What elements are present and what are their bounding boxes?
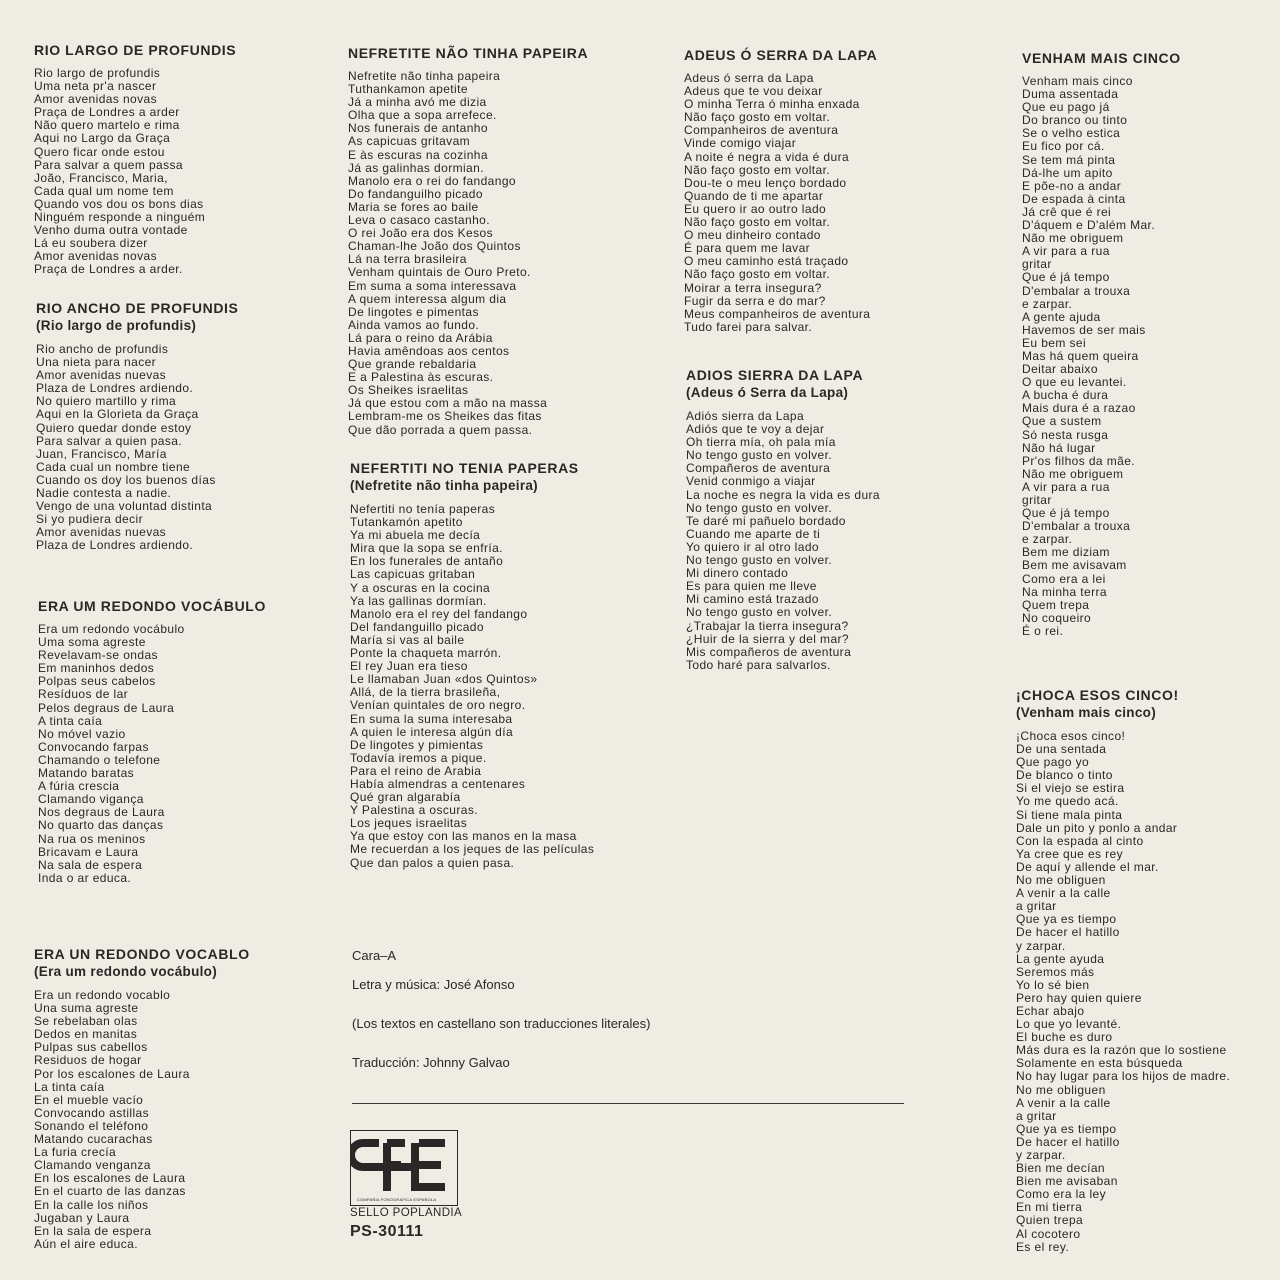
lyric-line: Nos funerais de antanho	[348, 121, 488, 136]
lyric-line: E põe-no a andar	[1022, 178, 1122, 193]
lyric-line: La noche es negra la vida es dura	[686, 487, 880, 502]
lyric-line: Rio ancho de profundis	[36, 342, 169, 356]
lyric-line: Aqui no Largo da Graça	[34, 131, 171, 146]
lyric-line: Nefretite não tinha papeira	[348, 69, 501, 83]
lyric-line: Que dan palos a quien pasa.	[350, 855, 515, 870]
lyric-line: Venham mais cinco	[1022, 74, 1133, 88]
song-lyrics	[34, 989, 250, 1251]
lyric-line: Que a sustem	[1022, 414, 1102, 429]
lyric-line: É para quem me lavar	[684, 241, 811, 256]
lyric-line: O minha Terra ó minha enxada	[684, 97, 860, 112]
lyric-line: Havemos de ser mais	[1022, 322, 1146, 337]
lyric-line: Y a oscuras en la cocina	[350, 580, 491, 595]
lyric-line: Ya que estoy con las manos en la masa	[350, 829, 577, 844]
lyric-line: Lá eu soubera dizer	[34, 236, 148, 251]
lyric-line: Plaza de Londres ardiendo.	[36, 538, 194, 553]
lyric-line: Se rebelaban olas	[34, 1014, 138, 1029]
lyric-line: D'embalar a trouxa	[1022, 519, 1131, 534]
lyric-line: Já as galinhas dormian.	[348, 160, 484, 175]
lyric-line: Em maninhos dedos	[38, 661, 155, 676]
song-title: RIO LARGO DE PROFUNDIS	[34, 42, 237, 58]
lyric-line: Compañeros de aventura	[686, 461, 831, 476]
lyric-line: Tudo farei para salvar.	[684, 319, 813, 334]
lyric-line: Amor avenidas nuevas	[36, 525, 167, 540]
song-title: ¡CHOCA ESOS CINCO!	[1016, 687, 1179, 703]
lyric-line: No coqueiro	[1022, 610, 1092, 625]
lyric-line: A vir para a rua	[1022, 244, 1110, 259]
lyric-line: De lingotes y pimientas	[350, 737, 484, 752]
lyric-line: O que eu levantei.	[1022, 375, 1127, 390]
lyric-line: Na sala de espera	[38, 857, 143, 872]
lyric-line: Le llamaban Juan «dos Quintos»	[350, 672, 538, 687]
lyric-line: Nadie contesta a nadie.	[36, 486, 172, 501]
cfe-logo-icon	[350, 1130, 458, 1206]
lyric-line: Quando de ti me apartar	[684, 188, 824, 203]
lyric-line: Era um redondo vocábulo	[38, 622, 185, 636]
lyric-line: No tengo gusto en volver.	[686, 553, 833, 568]
lyric-line: Matando baratas	[38, 766, 135, 781]
lyric-line: Como era la ley	[1016, 1187, 1107, 1202]
song-rio-ancho	[36, 300, 238, 553]
lyric-line: Mais dura é a razao	[1022, 401, 1136, 416]
lyric-line: Una nieta para nacer	[36, 355, 157, 370]
lyric-line: De blanco o tinto	[1016, 768, 1113, 783]
lyric-line: Quando vos dou os bons dias	[34, 196, 204, 211]
lyric-line: João, Francisco, Maria,	[34, 170, 168, 185]
lyric-line: Que pago yo	[1016, 755, 1090, 770]
lyric-line: En el mueble vacío	[34, 1092, 144, 1107]
song-nefertiti	[350, 460, 594, 870]
lyric-line: Que é já tempo	[1022, 270, 1110, 285]
lyric-line: Ninguém responde a ninguém	[34, 210, 206, 225]
lyric-line: Resíduos de lar	[38, 687, 129, 702]
lyric-line: Pulpas sus cabellos	[34, 1040, 148, 1055]
lyric-line: Dale un pito y ponlo a andar	[1016, 820, 1178, 835]
song-title: VENHAM MAIS CINCO	[1022, 50, 1181, 66]
lyric-line: Se tem má pinta	[1022, 152, 1116, 167]
lyric-line: Companheiros de aventura	[684, 123, 839, 138]
lyric-line: Los jeques israelitas	[350, 816, 468, 831]
lyric-line: Una suma agreste	[34, 1001, 139, 1016]
lyric-line: E a Palestina às escuras.	[348, 370, 494, 385]
lyric-line: O meu dinheiro contado	[684, 228, 821, 243]
song-lyrics	[686, 410, 880, 672]
lyric-line: a gritar	[1016, 899, 1057, 914]
lyric-line: Rio largo de profundis	[34, 66, 161, 80]
lyric-line: Já a minha avó me dizia	[348, 95, 487, 110]
lyric-line: Uma neta pr'a nascer	[34, 79, 157, 94]
lyric-line: Quem trepa	[1022, 597, 1090, 612]
lyric-line: e zarpar.	[1022, 296, 1073, 311]
lyric-line: Bien me decían	[1016, 1161, 1105, 1176]
song-venham-mais-cinco	[1022, 50, 1181, 638]
lyric-line: Todo haré para salvarlos.	[686, 657, 831, 672]
song-lyrics	[1022, 75, 1181, 638]
lyric-line: Lembram-me os Sheikes das fitas	[348, 409, 542, 424]
lyric-line: Que ya es tiempo	[1016, 912, 1117, 927]
lyric-line: No quiero martillo y rima	[36, 394, 177, 409]
lyric-line: Allá, de la tierra brasileña,	[350, 685, 501, 700]
lyric-line: Praça de Londres a arder	[34, 105, 180, 120]
lyric-line: Deitar abaixo	[1022, 362, 1098, 377]
lyric-line: Tutankamón apetito	[350, 515, 463, 530]
lyric-line: A quien le interesa algún día	[350, 724, 514, 739]
lyric-line: ¡Choca esos cinco!	[1016, 729, 1126, 743]
lyric-line: Cuando me aparte de ti	[686, 526, 821, 541]
lyric-line: María si vas al baile	[350, 632, 465, 647]
lyric-line: As capicuas gritavam	[348, 134, 471, 149]
lyric-line: De espada à cinta	[1022, 191, 1126, 206]
lyric-line: Adiós sierra da Lapa	[686, 409, 805, 423]
label-logo	[350, 1130, 463, 1241]
lyric-line: Manolo era el rey del fandango	[350, 606, 528, 621]
lyric-line: A venir a la calle	[1016, 1095, 1111, 1110]
credits-block	[352, 948, 650, 1070]
lyric-line: No tengo gusto en volver.	[686, 448, 833, 463]
lyric-line: Vinde comigo viajar	[684, 136, 797, 151]
lyric-line: Amor avenidas novas	[34, 92, 157, 107]
lyric-line: Me recuerdan a los jeques de las películas	[350, 842, 595, 857]
lyric-line: Ponte la chaqueta marrón.	[350, 646, 502, 661]
lyric-line: De hacer el hatillo	[1016, 1134, 1120, 1149]
lyric-line: La gente ayuda	[1016, 951, 1105, 966]
song-subtitle: (Adeus ó Serra da Lapa)	[686, 385, 849, 400]
translation-note: (Los textos en castellano son traducciones literales)	[352, 1016, 651, 1031]
lyric-line: Do fandanguilho picado	[348, 186, 483, 201]
lyric-line: Não faço gosto em voltar.	[684, 267, 831, 282]
song-adios-sierra	[686, 367, 880, 672]
lyric-line: Uma soma agreste	[38, 635, 146, 650]
lyric-line: Não há lugar	[1022, 440, 1096, 455]
lyric-line: Quiero quedar donde estoy	[36, 420, 192, 435]
lyric-line: Nefertiti no tenía paperas	[350, 502, 496, 516]
lyric-line: Só nesta rusga	[1022, 427, 1109, 442]
lyric-line: Ya las gallinas dormían.	[350, 593, 487, 608]
lyric-line: Já crê que é rei	[1022, 204, 1112, 219]
lyric-line: Del fandanguillo picado	[350, 619, 484, 634]
lyric-line: Na minha terra	[1022, 584, 1107, 599]
lyric-line: Chamando o telefone	[38, 752, 161, 767]
lyric-line: Al cocotero	[1016, 1226, 1081, 1241]
lyric-line: Adeus ó serra da Lapa	[684, 71, 814, 85]
lyric-line: ¿Trabajar la tierra insegura?	[686, 618, 849, 633]
lyric-line: Lo que yo levanté.	[1016, 1017, 1122, 1032]
song-title: ERA UN REDONDO VOCABLO	[34, 946, 250, 962]
lyric-line: Jugaban y Laura	[34, 1210, 130, 1225]
lyric-line: Não faço gosto em voltar.	[684, 162, 831, 177]
lyric-line: No me obliguen	[1016, 1082, 1106, 1097]
song-lyrics	[350, 503, 594, 870]
lyric-line: Venid conmigo a viajar	[686, 474, 816, 489]
lyric-line: Si tiene mala pinta	[1016, 807, 1123, 822]
lyric-line: Oh tierra mía, oh pala mía	[686, 435, 836, 450]
lyric-line: Leva o casaco castanho.	[348, 213, 490, 228]
lyric-line: De una sentada	[1016, 742, 1107, 757]
song-subtitle: (Venham mais cinco)	[1016, 705, 1156, 720]
song-subtitle: (Nefretite não tinha papeira)	[350, 478, 538, 493]
lyric-line: Que grande rebaldaria	[348, 357, 477, 372]
lyric-line: A quem interessa algum dia	[348, 291, 507, 306]
lyric-line: O rei João era dos Kesos	[348, 226, 494, 241]
lyric-line: Quero ficar onde estou	[34, 144, 165, 159]
song-title: NEFRETITE NÃO TINHA PAPEIRA	[348, 45, 589, 61]
lyric-line: Dedos en manitas	[34, 1027, 138, 1042]
lyric-line: Cuando os doy los buenos días	[36, 472, 216, 487]
lyric-line: Yo quiero ir al otro lado	[686, 539, 819, 554]
lyric-line: Chaman-lhe João dos Quintos	[348, 239, 521, 254]
song-era-un-redondo	[34, 946, 250, 1251]
lyric-line: Mis compañeros de aventura	[686, 644, 852, 659]
lyric-line: Polpas seus cabelos	[38, 674, 156, 689]
lyric-line: E às escuras na cozinha	[348, 147, 488, 162]
lyric-line: D'embalar a trouxa	[1022, 283, 1131, 298]
song-subtitle: (Rio largo de profundis)	[36, 318, 197, 333]
lyric-line: É o rei.	[1022, 623, 1064, 638]
song-title: NEFERTITI NO TENIA PAPERAS	[350, 460, 579, 476]
lyric-line: Ya cree que es rey	[1016, 846, 1124, 861]
song-rio-largo	[34, 42, 236, 277]
song-title: RIO ANCHO DE PROFUNDIS	[36, 300, 239, 316]
lyric-line: Seremos más	[1016, 964, 1095, 979]
lyric-line: Clamando vigança	[38, 792, 144, 807]
lyric-line: Adiós que te voy a dejar	[686, 422, 825, 437]
lyric-line: Duma assentada	[1022, 87, 1119, 102]
lyric-line: Se o velho estica	[1022, 126, 1121, 141]
song-lyrics	[684, 72, 877, 334]
lyric-line: Revelavam-se ondas	[38, 648, 158, 663]
lyric-line: Venían quintales de oro negro.	[350, 698, 526, 713]
song-lyrics	[36, 343, 238, 553]
song-title: ADIOS SIERRA DA LAPA	[686, 367, 864, 383]
logo-subtext: COMPAÑIA FONOGRAFICA ESPAÑOLA	[357, 1197, 437, 1202]
lyric-line: Eu fico por cá.	[1022, 139, 1105, 154]
lyric-line: Es el rey.	[1016, 1239, 1070, 1254]
lyric-line: En mi tierra	[1016, 1200, 1083, 1215]
lyric-line: Que eu pago já	[1022, 100, 1110, 115]
lyric-line: Lá na terra brasileira	[348, 252, 467, 267]
lyric-line: Já que estou com a mão na massa	[348, 396, 548, 411]
lyric-line: Aún el aire educa.	[34, 1236, 138, 1251]
lyric-line: Maria se fores ao baile	[348, 199, 479, 214]
lyric-line: Aqui en la Glorieta da Graça	[36, 407, 199, 422]
lyric-line: Os Sheikes israelitas	[348, 383, 469, 398]
lyric-line: Em suma a soma interessava	[348, 278, 517, 293]
lyric-line: De hacer el hatillo	[1016, 925, 1120, 940]
lyric-line: No hay lugar para los hijos de madre.	[1016, 1069, 1231, 1084]
lyric-line: En suma la suma interesaba	[350, 711, 513, 726]
lyric-line: La furia crecía	[34, 1145, 117, 1160]
lyric-line: Con la espada al cinto	[1016, 833, 1144, 848]
lyric-line: A bucha é dura	[1022, 388, 1109, 403]
song-subtitle: (Era um redondo vocábulo)	[34, 964, 218, 979]
lyric-line: Havia amêndoas aos centos	[348, 343, 510, 358]
lyric-line: Es para quien me lleve	[686, 579, 817, 594]
song-lyrics	[38, 623, 266, 885]
lyric-line: Mi dinero contado	[686, 566, 789, 581]
lyric-line: Las capicuas gritaban	[350, 567, 476, 582]
lyric-line: Clamando venganza	[34, 1158, 151, 1173]
lyric-line: Inda o ar educa.	[38, 870, 132, 885]
lyric-line: Venham quintais de Ouro Preto.	[348, 265, 531, 280]
song-title: ERA UM REDONDO VOCÁBULO	[38, 598, 266, 614]
lyric-line: Bien me avisaban	[1016, 1174, 1118, 1189]
lyric-line: En el cuarto de las danzas	[34, 1184, 186, 1199]
catalog-number: PS-30111	[350, 1223, 424, 1240]
lyric-line: Pr'os filhos da mãe.	[1022, 453, 1136, 468]
lyric-line: A venir a la calle	[1016, 886, 1111, 901]
lyric-line: No móvel vazio	[38, 726, 126, 741]
lyric-line: Si el viejo se estira	[1016, 781, 1125, 796]
lyric-line: Más dura es la razón que lo sostiene	[1016, 1043, 1227, 1058]
lyric-line: En la calle los niños	[34, 1197, 149, 1212]
lyric-line: No tengo gusto en volver.	[686, 500, 833, 515]
lyric-line: A gente ajuda	[1022, 309, 1101, 324]
lyric-line: y zarpar.	[1016, 1148, 1066, 1162]
lyric-line: Yo lo sé bien	[1016, 977, 1090, 992]
lyric-line: gritar	[1022, 493, 1052, 507]
lyric-line: A vir para a rua	[1022, 479, 1110, 494]
lyric-line: A noite é negra a vida é dura	[684, 149, 850, 164]
lyric-line: Como era a lei	[1022, 571, 1106, 586]
lyric-line: Eu quero ir ao outro lado	[684, 201, 827, 216]
lyric-line: Echar abajo	[1016, 1003, 1085, 1018]
cfe-logo-graphic	[351, 1131, 456, 1204]
lyric-line: Cada qual um nome tem	[34, 183, 174, 198]
author-credit: Letra y música: José Afonso	[352, 977, 515, 992]
lyric-line: Todavía iremos a pique.	[350, 750, 487, 765]
lyric-line: A fúria crescia	[38, 779, 120, 794]
lyric-line: Ainda vamos ao fundo.	[348, 317, 480, 332]
lyric-line: La tinta caía	[34, 1079, 105, 1094]
lyric-line: Bricavam e Laura	[38, 844, 139, 859]
lyric-line: Manolo era o rei do fandango	[348, 173, 516, 188]
lyric-line: Amor avenidas nuevas	[36, 368, 167, 383]
lyric-line: Lá para o reino da Arábia	[348, 330, 493, 345]
lyric-line: Bem me diziam	[1022, 545, 1110, 560]
lyric-line: Quien trepa	[1016, 1213, 1084, 1228]
song-lyrics	[348, 70, 588, 437]
lyric-line: Te daré mi pañuelo bordado	[686, 513, 846, 528]
lyric-line: Qué gran algarabía	[350, 790, 461, 805]
lyric-line: Dou-te o meu lenço bordado	[684, 175, 847, 190]
lyric-line: De aquí y allende el mar.	[1016, 859, 1159, 874]
lyric-line: Yo me quedo acá.	[1016, 794, 1119, 809]
lyric-line: Cada cual un nombre tiene	[36, 459, 191, 474]
lyric-line: Não quero martelo e rima	[34, 118, 180, 133]
imprint-name: SELLO POPLANDIA	[350, 1207, 463, 1219]
side-label: Cara–A	[352, 948, 397, 963]
lyric-line: Y Palestina a oscuras.	[350, 803, 478, 818]
lyric-line: Ya mi abuela me decía	[350, 528, 481, 543]
lyric-line: Venho duma outra vontade	[34, 223, 188, 238]
divider-rule	[352, 1103, 904, 1104]
lyric-line: Plaza de Londres ardiendo.	[36, 381, 194, 396]
lyric-line: Adeus que te vou deixar	[684, 84, 823, 99]
lyric-line: Que dão porrada a quem passa.	[348, 422, 533, 437]
lyric-line: Não me obriguem	[1022, 466, 1124, 481]
lyric-line: Moirar a terra insegura?	[684, 280, 822, 295]
lyric-line: Era un redondo vocablo	[34, 988, 171, 1002]
lyric-line: No me obliguen	[1016, 873, 1106, 888]
lyric-line: Para salvar a quem passa	[34, 157, 184, 172]
lyric-line: El rey Juan era tieso	[350, 659, 468, 674]
lyric-line: Por los escalones de Laura	[34, 1066, 190, 1081]
lyric-line: En los funerales de antaño	[350, 554, 504, 569]
lyric-line: a gritar	[1016, 1108, 1057, 1123]
lyric-line: Praça de Londres a arder.	[34, 262, 183, 277]
lyric-line: ¿Huir de la sierra y del mar?	[686, 631, 849, 646]
song-choca-esos-cinco	[1016, 687, 1230, 1254]
lyric-line: A tinta caía	[38, 713, 103, 728]
lyric-line: Meus companheiros de aventura	[684, 306, 871, 321]
lyric-line: Fugir da serra e do mar?	[684, 293, 826, 308]
lyric-line: Residuos de hogar	[34, 1053, 142, 1068]
lyric-line: Convocando farpas	[38, 739, 149, 754]
song-lyrics	[1016, 730, 1230, 1254]
lyric-line: En la sala de espera	[34, 1223, 152, 1238]
lyric-line: Pelos degraus de Laura	[38, 700, 175, 715]
lyric-line: D'áquem e D'além Mar.	[1022, 218, 1156, 233]
lyric-line: gritar	[1022, 257, 1052, 272]
lyric-line: Do branco ou tinto	[1022, 113, 1128, 128]
lyric-line: Na rua os meninos	[38, 831, 146, 846]
lyric-line: En los escalones de Laura	[34, 1171, 186, 1186]
lyric-line: Não faço gosto em voltar.	[684, 215, 831, 230]
lyric-line: Pero hay quien quiere	[1016, 990, 1142, 1005]
lyric-line: Que ya es tiempo	[1016, 1121, 1117, 1136]
lyric-line: Que é já tempo	[1022, 506, 1110, 521]
lyric-line: Nos degraus de Laura	[38, 805, 165, 820]
song-lyrics	[34, 67, 236, 277]
lyric-line: Não me obriguem	[1022, 231, 1124, 246]
lyric-line: Convocando astillas	[34, 1105, 149, 1120]
song-nefretite	[348, 45, 588, 437]
lyric-line: Mira que la sopa se enfría.	[350, 541, 503, 556]
lyric-line: Olha que a sopa arrefece.	[348, 108, 497, 123]
lyric-line: No tengo gusto en volver.	[686, 605, 833, 620]
lyric-line: Não faço gosto em voltar.	[684, 110, 831, 125]
lyric-line: Bem me avisavam	[1022, 558, 1127, 573]
lyric-line: Tuthankamon apetite	[348, 82, 468, 97]
song-title: ADEUS Ó SERRA DA LAPA	[684, 47, 878, 63]
lyric-line: Si yo pudiera decir	[36, 512, 143, 527]
lyric-line: No quarto das danças	[38, 818, 164, 833]
translator-credit: Traducción: Johnny Galvao	[352, 1055, 510, 1070]
lyric-line: O meu caminho está traçado	[684, 254, 849, 269]
lyric-line: Había almendras a centenares	[350, 776, 526, 791]
lyric-line: Matando cucarachas	[34, 1132, 153, 1147]
lyric-line: Para el reino de Arabia	[350, 763, 482, 778]
lyric-line: Sonando el teléfono	[34, 1118, 149, 1133]
lyric-line: Amor avenidas novas	[34, 249, 157, 264]
lyric-line: Eu bem sei	[1022, 335, 1087, 350]
lyric-line: Vengo de una voluntad distinta	[36, 499, 213, 514]
lyric-line: e zarpar.	[1022, 532, 1073, 547]
lyric-line: Para salvar a quien pasa.	[36, 433, 183, 448]
lyric-line: Mi camino está trazado	[686, 592, 819, 607]
song-adeus-serra	[684, 47, 877, 334]
lyric-line: Juan, Francisco, María	[36, 446, 167, 461]
lyric-line: Mas há quem queira	[1022, 348, 1139, 363]
lyric-line: De lingotes e pimentas	[348, 304, 479, 319]
song-era-um-redondo	[38, 598, 266, 885]
lyric-line: El buche es duro	[1016, 1030, 1113, 1045]
lyric-line: Dá-lhe um apito	[1022, 165, 1113, 180]
lyric-line: Solamente en esta búsqueda	[1016, 1056, 1183, 1071]
lyric-line: y zarpar.	[1016, 938, 1066, 953]
